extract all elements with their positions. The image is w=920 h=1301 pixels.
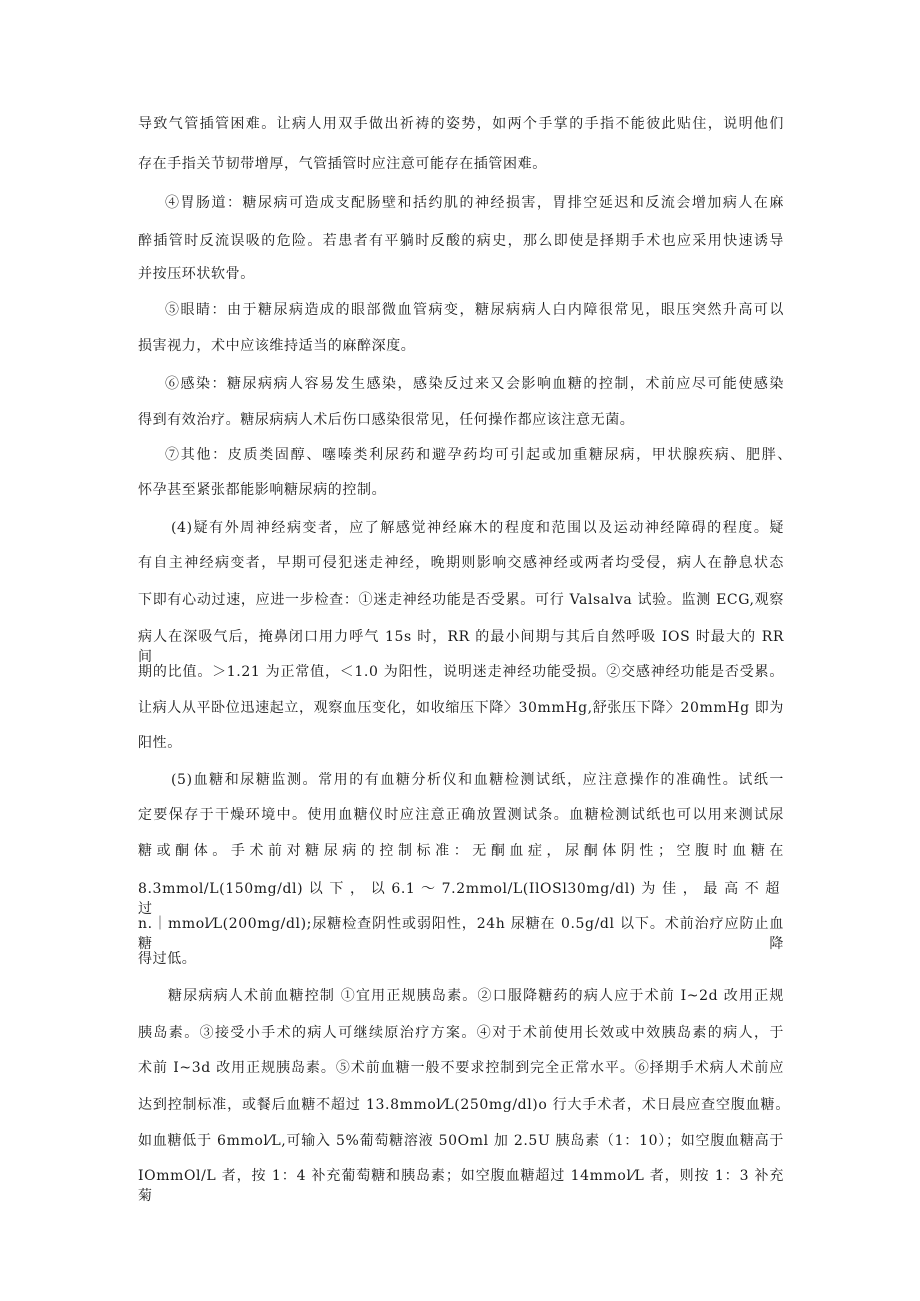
text-line: 8.3mmol/L(150mg/dl) 以 下 ， 以 6.1 ～ 7.2mmol/L(IlOSl30mg/dl) 为 佳 ， 最 高 不 超 过 (138, 881, 780, 917)
text-line: 阳性。 (138, 735, 182, 751)
text-line: 胰岛素。③接受小手术的病人可继续原治疗方案。④对于术前使用长效或中效胰岛素的病人，于 (138, 1025, 784, 1041)
text-line: 得过低。 (138, 951, 197, 967)
text-line: 达到控制标准，或餐后血糖不超过 13.8mmol⁄L(250mg/dl)o 行大手术者，术日晨应查空腹血糖。 (138, 1097, 790, 1113)
text-line: IOmmOl/L 者，按 1：4 补充葡萄糖和胰岛素；如空腹血糖超过 14mmol⁄L 者，则按 1：3 补充菊 (138, 1168, 784, 1204)
text-line: 并按压环状软骨。 (138, 266, 255, 282)
text-line: 如血糖低于 6mmol⁄L,可输入 5%葡萄糖溶液 50Oml 加 2.5U 胰岛素（1：10）；如空腹血糖高于 (138, 1133, 784, 1149)
text-line: ④胃肠道：糖尿病可造成支配肠壁和括约肌的神经损害，胃排空延迟和反流会增加病人在麻 (165, 195, 784, 211)
text-line: 定要保存于干燥环境中。使用血糖仪时应注意正确放置测试条。血糖检测试纸也可以用来测试尿 (138, 807, 784, 823)
text-line: (4)疑有外周神经病变者，应了解感觉神经麻木的程度和范围以及运动神经障碍的程度。疑 (171, 520, 784, 536)
text-line: 有自主神经病变者，早期可侵犯迷走神经，晚期则影响交感神经或两者均受侵，病人在静息状态 (138, 555, 784, 571)
text-line: 术前 I~3d 改用正规胰岛素。⑤术前血糖一般不要求控制到完全正常水平。⑥择期手术病人术前应 (138, 1060, 784, 1076)
text-line: 醉插管时反流误吸的危险。若患者有平躺时反酸的病史，那么即使是择期手术也应采用快速诱导 (138, 233, 784, 249)
text-line: 存在手指关节韧带增厚，气管插管时应注意可能存在插管困难。 (138, 156, 547, 172)
text-line: 怀孕甚至紧张都能影响糖尿病的控制。 (138, 482, 387, 498)
text-line: ⑤眼睛：由于糖尿病造成的眼部微血管病变，糖尿病病人白内障很常见，眼压突然升高可以 (165, 302, 784, 318)
text-line: 糖或酮体。手术前对糖尿病的控制标准：无酮血症，尿酮体阴性；空腹时血糖在 (138, 843, 784, 859)
text-line: ⑦其他：皮质类固醇、噻嗪类利尿药和避孕药均可引起或加重糖尿病，甲状腺疾病、肥胖、 (165, 447, 792, 463)
text-line: ⑥感染：糖尿病病人容易发生感染，感染反过来又会影响血糖的控制，术前应尽可能使感染 (165, 376, 784, 392)
text-line: 损害视力，术中应该维持适当的麻醉深度。 (138, 338, 416, 354)
text-line: 让病人从平卧位迅速起立，观察血压变化，如收缩压下降〉30mmHg,舒张压下降〉20mmHg 即为 (138, 700, 784, 716)
text-line: n.｜mmol⁄L(200mg/dl);尿糖检查阴性或弱阳性，24h 尿糖在 0.5g/dl 以下。术前治疗应防止血糖降 (138, 916, 784, 952)
text-line: 得到有效治疗。糖尿病病人术后伤口感染很常见，任何操作都应该注意无菌。 (138, 412, 635, 428)
text-line: (5)血糖和尿糖监测。常用的有血糖分析仪和血糖检测试纸，应注意操作的准确性。试纸一 (171, 772, 784, 788)
text-line: 下即有心动过速，应进一步检查：①迷走神经功能是否受累。可行 Valsalva 试验。监测 ECG,观察 (138, 592, 784, 608)
text-line: 期的比值。＞1.21 为正常值，＜1.0 为阳性，说明迷走神经功能受损。②交感神经功能是否受累。 (138, 664, 784, 680)
text-line: 病人在深吸气后，掩鼻闭口用力呼气 15s 时，RR 的最小间期与其后自然呼吸 IOS 时最大的 RR 间 (138, 629, 784, 665)
text-line: 糖尿病病人术前血糖控制 ①宜用正规胰岛素。②口服降糖药的病人应于术前 I~2d 改用正规 (168, 988, 784, 1004)
text-line: 导致气管插管困难。让病人用双手做出祈祷的姿势，如两个手掌的手指不能彼此贴住，说明他们 (138, 116, 784, 132)
